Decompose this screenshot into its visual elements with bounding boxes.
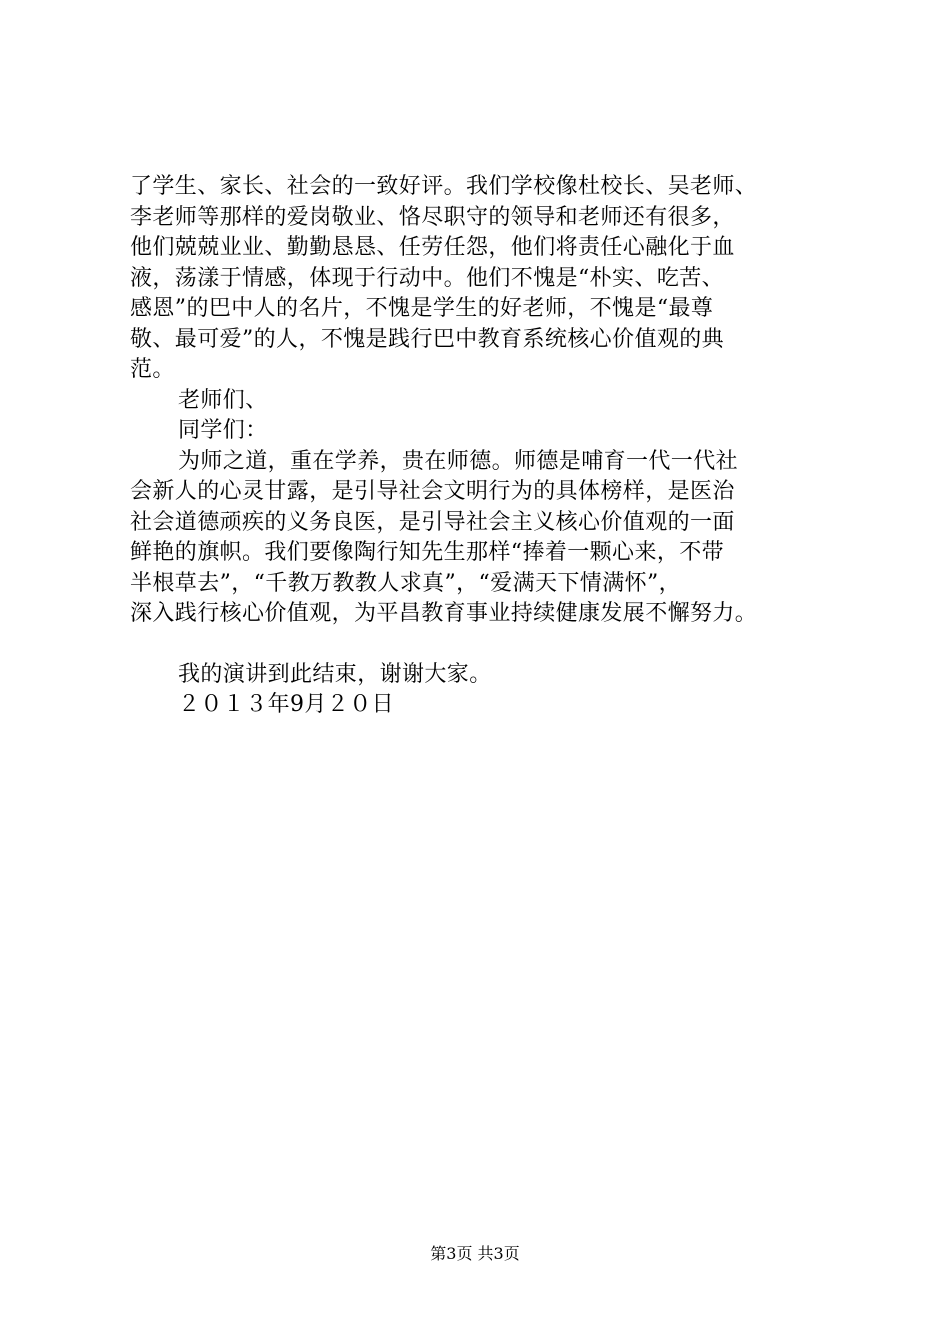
paragraph-line: 鲜艳的旗帜。我们要像陶行知先生那样“捧着一颗心来，不带 bbox=[130, 540, 725, 565]
closing-remark: 我的演讲到此结束，谢谢大家。 bbox=[178, 661, 492, 687]
paragraph-line: 社会道德顽疾的义务良医，是引导社会主义核心价值观的一面 bbox=[130, 509, 735, 535]
paragraph-line: 液，荡漾于情感，体现于行动中。他们不愧是“朴实、吃苦、 bbox=[130, 265, 725, 291]
paragraph-line: 为师之道，重在学养，贵在师德。师德是哺育一代一代社 bbox=[178, 448, 739, 474]
paragraph-line: 李老师等那样的爱岗敬业、恪尽职守的领导和老师还有很多， bbox=[130, 204, 735, 230]
document-body bbox=[130, 172, 835, 721]
paragraph-line: 敬、最可爱”的人，不愧是践行巴中教育系统核心价值观的典 bbox=[130, 326, 725, 352]
salutation-students: 同学们： bbox=[178, 418, 268, 443]
paragraph-line: 他们兢兢业业、勤勤恳恳、任劳任怨，他们将责任心融化于血 bbox=[130, 235, 735, 260]
paragraph-line: 感恩”的巴中人的名片，不愧是学生的好老师，不愧是“最尊 bbox=[130, 296, 714, 321]
paragraph-line: 深入践行核心价值观，为平昌教育事业持续健康发展不懈努力。 bbox=[130, 601, 758, 626]
page-footer: 第3页 共3页 bbox=[430, 1244, 520, 1263]
document-date: ２０１３年9月２０日 bbox=[178, 692, 394, 717]
blank-line bbox=[130, 630, 835, 660]
paragraph-line: 了学生、家长、社会的一致好评。我们学校像杜校长、吴老师、 bbox=[130, 174, 758, 199]
paragraph-2 bbox=[130, 447, 835, 630]
paragraph-line: 范。 bbox=[130, 357, 175, 382]
paragraph-line: 半根草去”，“千教万教教人求真”，“爱满天下情满怀”， bbox=[130, 570, 682, 596]
paragraph-1 bbox=[130, 172, 835, 386]
salutation-teachers: 老师们、 bbox=[178, 387, 268, 413]
paragraph-line: 会新人的心灵甘露，是引导社会文明行为的具体榜样，是医治 bbox=[130, 479, 735, 504]
